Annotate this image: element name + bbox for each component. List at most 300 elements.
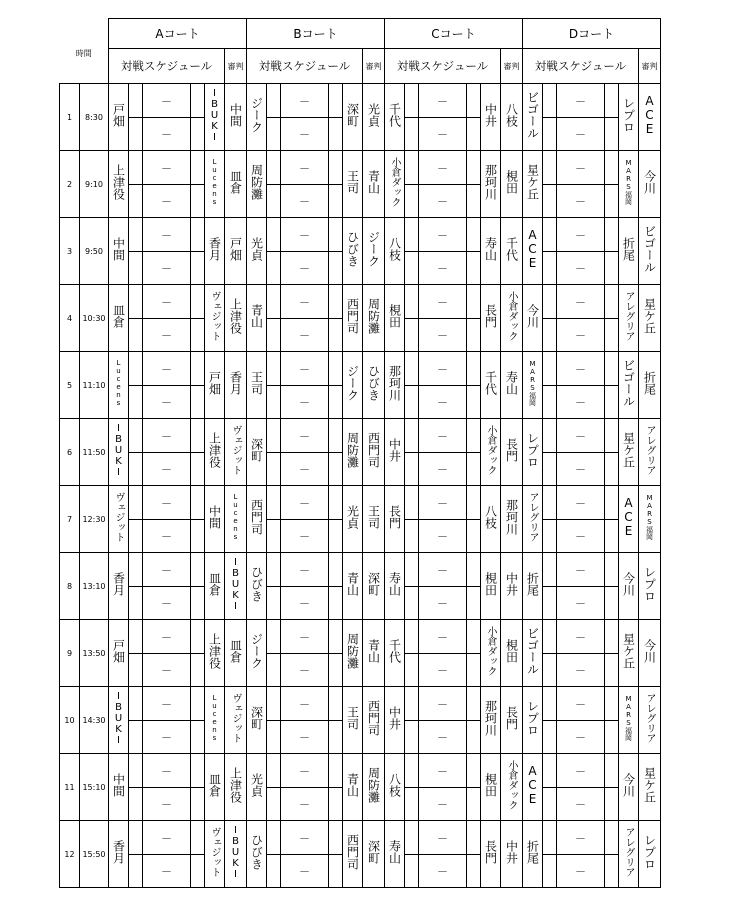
schedule-header: 対戦スケジュール bbox=[385, 49, 501, 84]
referee-2-cell bbox=[639, 419, 661, 486]
score-right-bottom bbox=[467, 386, 481, 419]
score-left-bottom bbox=[267, 118, 281, 151]
referee-2: 深町 bbox=[366, 840, 381, 864]
team-name: 那珂川 bbox=[387, 365, 402, 401]
referee-2-cell bbox=[363, 620, 385, 687]
team-name-cell bbox=[109, 151, 129, 218]
referee-1-cell bbox=[205, 285, 225, 352]
referee-1-cell bbox=[205, 419, 225, 486]
referee-1-cell bbox=[343, 352, 363, 419]
match-time: 12:30 bbox=[80, 486, 109, 553]
score-separator: － bbox=[419, 419, 467, 453]
referee-1-cell bbox=[343, 754, 363, 821]
score-separator: － bbox=[419, 285, 467, 319]
score-separator: － bbox=[281, 218, 329, 252]
score-right-top bbox=[191, 620, 205, 654]
team-name: ACE bbox=[525, 764, 540, 806]
team-name-cell bbox=[247, 84, 267, 151]
referee-2-cell bbox=[225, 620, 247, 687]
score-left-top bbox=[129, 352, 143, 386]
referee-2: 皿倉 bbox=[228, 170, 243, 194]
match-time: 9:10 bbox=[80, 151, 109, 218]
score-right-bottom bbox=[605, 587, 619, 620]
referee-1: Lucens bbox=[210, 694, 219, 742]
score-separator: － bbox=[557, 453, 605, 486]
score-left-top bbox=[129, 419, 143, 453]
match-time: 13:10 bbox=[80, 553, 109, 620]
team-name-cell bbox=[247, 419, 267, 486]
score-right-top bbox=[605, 754, 619, 788]
referee-2: 小倉ダック bbox=[506, 760, 517, 810]
score-separator: － bbox=[557, 151, 605, 185]
team-name: 星ケ丘 bbox=[525, 164, 540, 200]
referee-1: 梘田 bbox=[483, 773, 498, 797]
score-right-top bbox=[191, 285, 205, 319]
referee-1-cell bbox=[481, 352, 501, 419]
score-left-top bbox=[267, 620, 281, 654]
match-number: 2 bbox=[60, 151, 80, 218]
referee-2-cell bbox=[363, 419, 385, 486]
time-header: 時間 bbox=[75, 49, 92, 59]
referee-1-cell bbox=[205, 620, 225, 687]
score-right-top bbox=[329, 151, 343, 185]
team-name-cell bbox=[247, 754, 267, 821]
referee-1: 王司 bbox=[345, 170, 360, 194]
team-name: 中間 bbox=[111, 237, 126, 261]
match-time: 9:50 bbox=[80, 218, 109, 285]
score-right-top bbox=[329, 553, 343, 587]
referee-1-cell bbox=[343, 419, 363, 486]
score-right-bottom bbox=[329, 319, 343, 352]
referee-2-cell bbox=[501, 352, 523, 419]
team-name-cell bbox=[385, 218, 405, 285]
score-separator: － bbox=[281, 352, 329, 386]
team-name-cell bbox=[109, 754, 129, 821]
team-name-cell bbox=[247, 486, 267, 553]
score-separator: － bbox=[419, 855, 467, 888]
court-c-header: Cコート bbox=[385, 19, 523, 49]
score-right-top bbox=[191, 419, 205, 453]
score-separator: － bbox=[281, 721, 329, 754]
referee-1: 長門 bbox=[483, 304, 498, 328]
referee-1-cell bbox=[343, 821, 363, 888]
score-right-top bbox=[329, 419, 343, 453]
referee-2: 香月 bbox=[228, 371, 243, 395]
score-left-bottom bbox=[129, 654, 143, 687]
score-left-bottom bbox=[543, 721, 557, 754]
referee-1: 中井 bbox=[483, 103, 498, 127]
score-left-top bbox=[267, 84, 281, 118]
match-number: 4 bbox=[60, 285, 80, 352]
score-left-bottom bbox=[267, 788, 281, 821]
score-left-top bbox=[267, 821, 281, 855]
referee-2: 中井 bbox=[504, 840, 519, 864]
score-left-top bbox=[543, 285, 557, 319]
score-left-bottom bbox=[405, 319, 419, 352]
score-right-bottom bbox=[605, 654, 619, 687]
score-right-bottom bbox=[329, 453, 343, 486]
match-row bbox=[60, 151, 661, 185]
score-separator: － bbox=[419, 553, 467, 587]
referee-1-cell bbox=[481, 754, 501, 821]
score-right-top bbox=[329, 754, 343, 788]
score-separator: － bbox=[143, 285, 191, 319]
score-right-bottom bbox=[605, 788, 619, 821]
schedule-header: 対戦スケジュール bbox=[109, 49, 225, 84]
match-row bbox=[60, 553, 661, 587]
team-name: 深町 bbox=[249, 706, 264, 730]
score-separator: － bbox=[557, 687, 605, 721]
score-right-top bbox=[191, 218, 205, 252]
score-separator: － bbox=[557, 821, 605, 855]
score-left-top bbox=[267, 151, 281, 185]
referee-1-cell bbox=[205, 553, 225, 620]
referee-1: 那珂川 bbox=[483, 164, 498, 200]
score-left-bottom bbox=[405, 386, 419, 419]
referee-2: ACE bbox=[642, 94, 657, 136]
referee-1-cell bbox=[619, 419, 639, 486]
score-right-bottom bbox=[191, 185, 205, 218]
team-name: アレグリア bbox=[527, 492, 538, 542]
score-separator: － bbox=[557, 185, 605, 218]
score-left-bottom bbox=[543, 185, 557, 218]
score-separator: － bbox=[557, 419, 605, 453]
referee-2-cell bbox=[501, 553, 523, 620]
score-right-top bbox=[605, 687, 619, 721]
score-separator: － bbox=[419, 721, 467, 754]
score-separator: － bbox=[419, 520, 467, 553]
score-separator: － bbox=[143, 419, 191, 453]
team-name: 中井 bbox=[387, 706, 402, 730]
referee-2: 深町 bbox=[366, 572, 381, 596]
score-right-bottom bbox=[329, 386, 343, 419]
team-name: 今川 bbox=[525, 304, 540, 328]
referee-2: 小倉ダック bbox=[506, 291, 517, 341]
referee-2-cell bbox=[363, 84, 385, 151]
team-name: 中井 bbox=[387, 438, 402, 462]
referee-2: IBUKI bbox=[230, 824, 241, 880]
score-separator: － bbox=[143, 520, 191, 553]
referee-header: 審判 bbox=[501, 49, 523, 84]
team-name: 西門司 bbox=[249, 499, 264, 535]
score-separator: － bbox=[281, 285, 329, 319]
score-right-bottom bbox=[467, 185, 481, 218]
score-left-bottom bbox=[543, 453, 557, 486]
referee-2: 中井 bbox=[504, 572, 519, 596]
score-separator: － bbox=[143, 486, 191, 520]
score-right-bottom bbox=[191, 654, 205, 687]
referee-1: レプロ bbox=[621, 97, 636, 133]
score-left-bottom bbox=[543, 654, 557, 687]
referee-1: 小倉ダック bbox=[485, 626, 496, 676]
score-left-top bbox=[267, 754, 281, 788]
referee-2: ひびき bbox=[366, 365, 381, 401]
score-right-top bbox=[605, 285, 619, 319]
score-left-bottom bbox=[129, 185, 143, 218]
score-left-bottom bbox=[129, 721, 143, 754]
referee-2: IBUKI bbox=[230, 556, 241, 612]
match-number: 10 bbox=[60, 687, 80, 754]
score-separator: － bbox=[143, 252, 191, 285]
score-left-top bbox=[129, 620, 143, 654]
team-name: 香月 bbox=[111, 572, 126, 596]
score-left-bottom bbox=[129, 520, 143, 553]
referee-2-cell bbox=[363, 553, 385, 620]
score-right-top bbox=[605, 486, 619, 520]
referee-2: 那珂川 bbox=[504, 499, 519, 535]
referee-2-cell bbox=[639, 218, 661, 285]
score-left-top bbox=[405, 352, 419, 386]
match-number: 5 bbox=[60, 352, 80, 419]
score-left-top bbox=[405, 754, 419, 788]
referee-2-cell bbox=[639, 687, 661, 754]
match-row bbox=[60, 687, 661, 721]
referee-1-cell bbox=[619, 151, 639, 218]
referee-1-cell bbox=[619, 821, 639, 888]
referee-1-cell bbox=[343, 687, 363, 754]
referee-1-cell bbox=[481, 486, 501, 553]
score-separator: － bbox=[557, 118, 605, 151]
score-separator: － bbox=[419, 84, 467, 118]
match-number: 6 bbox=[60, 419, 80, 486]
team-name: 戸畑 bbox=[111, 103, 126, 127]
referee-2-cell bbox=[501, 821, 523, 888]
referee-1-cell bbox=[343, 486, 363, 553]
score-left-bottom bbox=[267, 185, 281, 218]
court-b-header: Bコート bbox=[247, 19, 385, 49]
score-left-top bbox=[267, 285, 281, 319]
score-right-bottom bbox=[467, 654, 481, 687]
score-separator: － bbox=[557, 855, 605, 888]
score-separator: － bbox=[419, 386, 467, 419]
referee-2-cell bbox=[363, 486, 385, 553]
score-right-bottom bbox=[467, 520, 481, 553]
score-separator: － bbox=[419, 252, 467, 285]
referee-2: 光貞 bbox=[366, 103, 381, 127]
referee-1-cell bbox=[205, 754, 225, 821]
team-name: 戸畑 bbox=[111, 639, 126, 663]
score-left-top bbox=[543, 352, 557, 386]
referee-2-cell bbox=[363, 352, 385, 419]
score-separator: － bbox=[281, 520, 329, 553]
score-left-top bbox=[405, 553, 419, 587]
referee-2-cell bbox=[501, 218, 523, 285]
score-left-bottom bbox=[129, 788, 143, 821]
score-separator: － bbox=[143, 151, 191, 185]
referee-1: 周防灘 bbox=[345, 633, 360, 669]
score-separator: － bbox=[143, 553, 191, 587]
referee-2: アレグリア bbox=[644, 425, 655, 475]
score-right-bottom bbox=[605, 118, 619, 151]
referee-2-cell bbox=[363, 821, 385, 888]
referee-1: 中間 bbox=[207, 505, 222, 529]
referee-2-cell bbox=[639, 821, 661, 888]
referee-1: 周防灘 bbox=[345, 432, 360, 468]
referee-1-cell bbox=[481, 151, 501, 218]
team-name: ジーク bbox=[249, 633, 264, 669]
referee-1-cell bbox=[481, 553, 501, 620]
match-row bbox=[60, 84, 661, 118]
referee-2: レプロ bbox=[642, 566, 657, 602]
score-left-top bbox=[405, 419, 419, 453]
referee-header: 審判 bbox=[225, 49, 247, 84]
score-separator: － bbox=[419, 218, 467, 252]
team-name-cell bbox=[247, 687, 267, 754]
score-right-bottom bbox=[191, 386, 205, 419]
team-name: IBUKI bbox=[113, 422, 124, 478]
team-name: MARS福岡 bbox=[528, 360, 537, 406]
team-name-cell bbox=[385, 486, 405, 553]
referee-1: アレグリア bbox=[623, 827, 634, 877]
referee-2-cell bbox=[363, 218, 385, 285]
team-name-cell bbox=[385, 352, 405, 419]
referee-1: 皿倉 bbox=[207, 773, 222, 797]
referee-1: 皿倉 bbox=[207, 572, 222, 596]
referee-1-cell bbox=[343, 84, 363, 151]
referee-2-cell bbox=[225, 419, 247, 486]
score-right-bottom bbox=[605, 855, 619, 888]
referee-2-cell bbox=[225, 218, 247, 285]
referee-2-cell bbox=[501, 151, 523, 218]
score-left-bottom bbox=[129, 118, 143, 151]
score-separator: － bbox=[281, 855, 329, 888]
referee-2: ジーク bbox=[366, 231, 381, 267]
score-left-top bbox=[267, 553, 281, 587]
referee-2-cell bbox=[501, 620, 523, 687]
score-right-top bbox=[605, 553, 619, 587]
team-name: 梘田 bbox=[387, 304, 402, 328]
score-separator: － bbox=[281, 553, 329, 587]
score-right-top bbox=[329, 218, 343, 252]
score-left-bottom bbox=[405, 118, 419, 151]
score-left-top bbox=[129, 553, 143, 587]
referee-1-cell bbox=[481, 419, 501, 486]
score-left-bottom bbox=[405, 520, 419, 553]
score-left-top bbox=[405, 218, 419, 252]
match-row bbox=[60, 218, 661, 252]
team-name-cell bbox=[385, 754, 405, 821]
score-right-bottom bbox=[605, 520, 619, 553]
referee-1-cell bbox=[481, 687, 501, 754]
score-left-top bbox=[543, 754, 557, 788]
referee-2: Lucens bbox=[231, 493, 240, 541]
team-name-cell bbox=[523, 620, 543, 687]
score-right-bottom bbox=[467, 319, 481, 352]
score-left-top bbox=[405, 151, 419, 185]
referee-1-cell bbox=[481, 218, 501, 285]
score-right-top bbox=[191, 553, 205, 587]
score-right-bottom bbox=[605, 386, 619, 419]
referee-2: 長門 bbox=[504, 438, 519, 462]
referee-2: ヴェジット bbox=[230, 425, 241, 475]
match-number: 8 bbox=[60, 553, 80, 620]
match-time: 15:10 bbox=[80, 754, 109, 821]
referee-1: 上津役 bbox=[207, 432, 222, 468]
schedule-header: 対戦スケジュール bbox=[247, 49, 363, 84]
referee-2-cell bbox=[639, 620, 661, 687]
score-left-top bbox=[543, 218, 557, 252]
referee-2-cell bbox=[225, 486, 247, 553]
score-left-bottom bbox=[129, 252, 143, 285]
team-name-cell bbox=[523, 821, 543, 888]
score-right-bottom bbox=[467, 587, 481, 620]
team-name-cell bbox=[109, 486, 129, 553]
team-name-cell bbox=[109, 352, 129, 419]
score-left-top bbox=[129, 218, 143, 252]
score-left-bottom bbox=[405, 654, 419, 687]
referee-2: 今川 bbox=[642, 170, 657, 194]
score-left-top bbox=[405, 687, 419, 721]
score-separator: － bbox=[143, 352, 191, 386]
score-left-top bbox=[267, 218, 281, 252]
referee-1-cell bbox=[481, 285, 501, 352]
score-right-bottom bbox=[191, 118, 205, 151]
referee-1-cell bbox=[343, 285, 363, 352]
referee-2: ビゴール bbox=[642, 225, 657, 273]
court-a-header: Aコート bbox=[109, 19, 247, 49]
team-name-cell bbox=[385, 285, 405, 352]
team-name: 千代 bbox=[387, 639, 402, 663]
score-right-bottom bbox=[467, 721, 481, 754]
referee-1: 上津役 bbox=[207, 633, 222, 669]
time-header-cell bbox=[60, 19, 109, 84]
match-time: 11:50 bbox=[80, 419, 109, 486]
referee-2: 星ケ丘 bbox=[642, 298, 657, 334]
referee-2: 長門 bbox=[504, 706, 519, 730]
match-row bbox=[60, 352, 661, 386]
referee-1: 八枝 bbox=[483, 505, 498, 529]
score-left-bottom bbox=[543, 520, 557, 553]
match-time: 13:50 bbox=[80, 620, 109, 687]
referee-1-cell bbox=[343, 151, 363, 218]
score-right-bottom bbox=[329, 855, 343, 888]
team-name-cell bbox=[523, 151, 543, 218]
referee-1: 千代 bbox=[483, 371, 498, 395]
team-name-cell bbox=[385, 821, 405, 888]
score-right-bottom bbox=[191, 721, 205, 754]
referee-1-cell bbox=[205, 821, 225, 888]
referee-2-cell bbox=[501, 486, 523, 553]
referee-1-cell bbox=[205, 84, 225, 151]
schedule-header: 対戦スケジュール bbox=[523, 49, 639, 84]
score-separator: － bbox=[281, 151, 329, 185]
referee-1-cell bbox=[619, 285, 639, 352]
team-name-cell bbox=[523, 285, 543, 352]
match-row bbox=[60, 285, 661, 319]
referee-1-cell bbox=[619, 218, 639, 285]
team-name-cell bbox=[523, 419, 543, 486]
team-name-cell bbox=[523, 687, 543, 754]
team-name-cell bbox=[385, 84, 405, 151]
score-left-top bbox=[405, 821, 419, 855]
referee-2: 上津役 bbox=[228, 767, 243, 803]
score-left-bottom bbox=[129, 453, 143, 486]
referee-1-cell bbox=[343, 218, 363, 285]
score-right-bottom bbox=[605, 319, 619, 352]
score-right-top bbox=[329, 285, 343, 319]
referee-header: 審判 bbox=[363, 49, 385, 84]
score-left-top bbox=[543, 821, 557, 855]
score-separator: － bbox=[419, 788, 467, 821]
referee-2-cell bbox=[363, 754, 385, 821]
score-separator: － bbox=[419, 118, 467, 151]
team-name-cell bbox=[109, 687, 129, 754]
referee-2: 皿倉 bbox=[228, 639, 243, 663]
referee-1: Lucens bbox=[210, 158, 219, 206]
referee-1: 香月 bbox=[207, 237, 222, 261]
score-separator: － bbox=[419, 352, 467, 386]
referee-2-cell bbox=[363, 151, 385, 218]
